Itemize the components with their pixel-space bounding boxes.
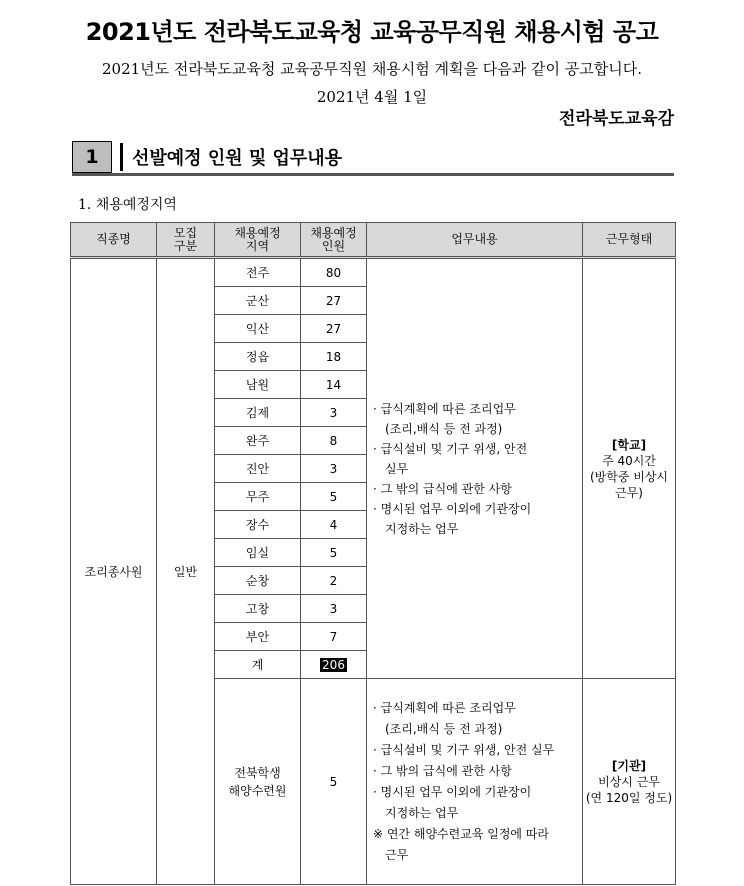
- header-work-type: 근무형태: [583, 223, 676, 258]
- count-cell: 27: [301, 287, 367, 315]
- header-region: 채용예정 지역: [215, 223, 301, 258]
- marine-type-line: (연 120일 정도): [585, 790, 673, 805]
- announcement-date: 2021년 4월 1일: [316, 88, 428, 106]
- header-job: 직종명: [71, 223, 157, 258]
- marine-region-cell: 전북학생 해양수련원: [215, 679, 301, 885]
- school-duties-cell: [367, 258, 583, 679]
- recruit-type-cell: 일반: [157, 258, 215, 885]
- region-cell: 완주: [215, 427, 301, 455]
- duty-line: · 급식설비 및 기구 위생, 안전 실무: [373, 742, 555, 757]
- region-cell: 무주: [215, 483, 301, 511]
- page-title: 2021년도 전라북도교육청 교육공무직원 채용시험 공고: [85, 18, 659, 46]
- count-cell: 27: [301, 315, 367, 343]
- section-underline: [72, 173, 674, 176]
- marine-duties-cell: [367, 679, 583, 885]
- region-cell: 김제: [215, 399, 301, 427]
- count-cell: 3: [301, 455, 367, 483]
- duty-line: ※ 연간 해양수련교육 일정에 따라: [373, 826, 550, 841]
- section-header: [72, 141, 674, 175]
- header-count: 채용예정 인원: [301, 223, 367, 258]
- count-cell: 5: [301, 483, 367, 511]
- section-number: 1: [72, 141, 112, 173]
- count-cell: 14: [301, 371, 367, 399]
- school-type-line: (방학중 비상시: [589, 469, 669, 484]
- duty-line: · 그 밖의 급식에 관한 사항: [373, 481, 512, 496]
- region-cell: 부안: [215, 623, 301, 651]
- section-title: 선발예정 인원 및 업무내용: [132, 148, 343, 169]
- intro-text: 2021년도 전라북도교육청 교육공무직원 채용시험 계획을 다음과 같이 공고합니다.: [101, 60, 642, 78]
- count-cell: 18: [301, 343, 367, 371]
- count-cell: 7: [301, 623, 367, 651]
- duty-line: (조리,배식 등 전 과정): [385, 421, 503, 436]
- region-cell: 임실: [215, 539, 301, 567]
- header-recruit: 모집 구분: [157, 223, 215, 258]
- duty-line: 근무: [385, 847, 409, 862]
- school-type-line: 주 40시간: [602, 453, 656, 468]
- table-header-row: [71, 223, 676, 258]
- duty-line: · 명시된 업무 이외에 기관장이: [373, 784, 532, 799]
- duty-line: 지정하는 업무: [385, 521, 459, 536]
- recruitment-table: [70, 222, 676, 885]
- total-label: 계: [215, 651, 301, 679]
- duty-line: · 급식계획에 따른 조리업무: [373, 401, 516, 416]
- section-divider: [120, 143, 123, 171]
- duty-line: · 그 밖의 급식에 관한 사항: [373, 763, 512, 778]
- count-cell: 3: [301, 399, 367, 427]
- region-cell: 전주: [215, 258, 301, 287]
- count-cell: 3: [301, 595, 367, 623]
- count-cell: 80: [301, 258, 367, 287]
- region-cell: 진안: [215, 455, 301, 483]
- region-cell: 남원: [215, 371, 301, 399]
- issuer: 전라북도교육감: [559, 109, 674, 129]
- region-cell: 군산: [215, 287, 301, 315]
- subheading: 1. 채용예정지역: [78, 197, 177, 213]
- count-cell: 8: [301, 427, 367, 455]
- region-cell: 익산: [215, 315, 301, 343]
- job-name-cell: 조리종사원: [71, 258, 157, 885]
- duty-line: (조리,배식 등 전 과정): [385, 721, 503, 736]
- header-duty: 업무내용: [367, 223, 583, 258]
- duty-line: · 급식설비 및 기구 위생, 안전: [373, 441, 528, 456]
- marine-type-line: 비상시 근무: [598, 774, 660, 789]
- region-cell: 순창: [215, 567, 301, 595]
- region-cell: 장수: [215, 511, 301, 539]
- total-count: 206: [301, 651, 367, 679]
- duty-line: 실무: [385, 461, 409, 476]
- region-cell: 고창: [215, 595, 301, 623]
- count-cell: 5: [301, 539, 367, 567]
- region-cell: 정읍: [215, 343, 301, 371]
- count-cell: 2: [301, 567, 367, 595]
- count-cell: 4: [301, 511, 367, 539]
- duty-line: · 명시된 업무 이외에 기관장이: [373, 501, 532, 516]
- school-type-title: [학교]: [611, 437, 647, 452]
- marine-work-type-cell: [583, 679, 676, 885]
- marine-type-title: [기관]: [611, 758, 647, 773]
- duty-line: 지정하는 업무: [385, 805, 459, 820]
- table-row: [71, 258, 676, 287]
- marine-count-cell: 5: [301, 679, 367, 885]
- duty-line: · 급식계획에 따른 조리업무: [373, 700, 516, 715]
- school-type-line: 근무): [615, 485, 643, 500]
- school-work-type-cell: [583, 258, 676, 679]
